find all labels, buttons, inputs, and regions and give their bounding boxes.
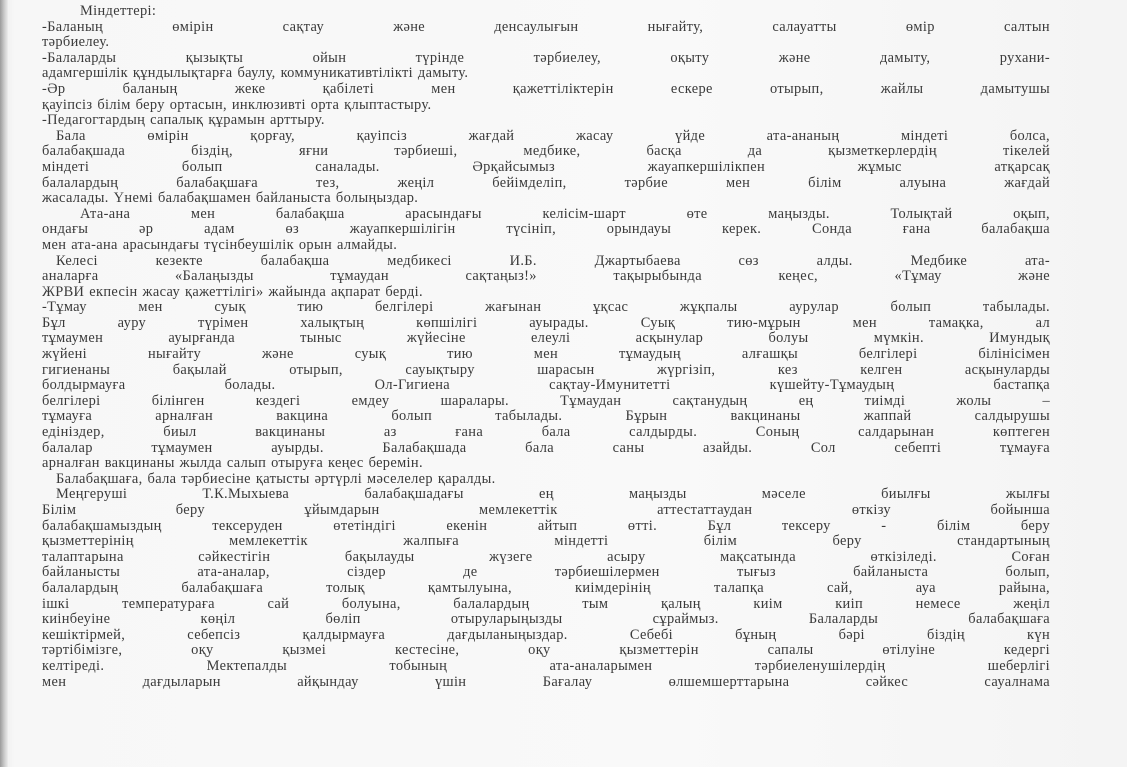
text-line: аналарға «Балаңызды тұмаудан сақтаңыз!» тақырыбында кеңес, «Тұмау және [42,269,1050,285]
text-line: Келесі кезекте балабақша медбикесі И.Б. Джартыбаева сөз алды. Медбике ата- [56,253,1050,269]
page-left-edge-shadow [0,0,8,767]
text-line: ондағы әр адам өз жауапкершілігін түсініп, орындауы керек. Сонда ғана балабақша [42,222,1050,238]
text-line: балабақшада біздің, яғни тәрбиеші, медбике, басқа да қызметкерлердің тікелей [42,144,1050,160]
document-body [42,4,1050,690]
text-line: -Баланың өмірін сақтау және денсаулығын нығайту, салауатты өмір салтын [42,19,1050,35]
text-line: мен дағдыларын айқындау үшін Бағалау өлшемшерттарына сәйкес сауалнама [42,674,1050,690]
text-line: Балабақшаға, бала тәрбиесіне қатысты әртүрлі мәселелер қаралды. [56,471,496,487]
text-line: -Балаларды қызықты ойын түрінде тәрбиелеу, оқыту және дамыту, рухани- [42,50,1050,66]
text-line: арналған вакцинаны жылда салып отыруға кеңес беремін. [42,456,423,472]
text-line: Бұл ауру түрімен халықтың көпшілігі ауырады. Суық тию-мұрын мен тамақка, ал [42,315,1050,331]
text-line: киінбеуіне көңіл бөліп отыруларыңызды сұраймыз. Балаларды балабақшаға [42,612,1050,628]
text-line: болдырмауға болады. Ол-Гигиена сақтау-Имунитетті күшейту-Тұмаудың бастапқа [42,378,1050,394]
text-line: Меңгеруші Т.К.Мыхыева балабақшадағы ең маңызды мәселе биылғы жылғы [56,487,1050,503]
text-line: жүйені нығайту және суық тию мен тұмаудың алғашқы белгілері білінісімен [42,347,1050,363]
text-line: ЖРВИ екпесін жасау қажеттілігі» жайында ақпарат берді. [42,284,423,300]
text-line: балалардың балабақшаға тез, жеңіл бейімделіп, тәрбие мен білім алуына жағдай [42,175,1050,191]
text-line: мен ата-ана арасындағы түсінбеушілік орын алмайды. [42,237,398,253]
text-line: байланысты ата-аналар, сіздер де тәрбиешілермен тығыз байланыста болып, [42,565,1050,581]
text-line: -Әр баланың жеке қабілеті мен қажеттіліктерін ескере отырып, жайлы дамытушы [42,81,1050,97]
text-line: балалар тұмаумен ауырды. Балабақшада бала саны азайды. Сол себепті тұмауға [42,440,1050,456]
text-line: жасалады. Үнемі балабақшамен байланыста болыңыздар. [42,191,419,207]
text-line: Білім беру ұйымдарын мемлекеттік аттестаттаудан өткізу бойынша [42,503,1050,518]
text-line: Бала өмірін қорғау, қауіпсіз жағдай жасау үйде ата-ананың міндеті болса, [56,128,1050,144]
text-line: Ата-ана мен балабақша арасындағы келісім-шарт өте маңызды. Толықтай оқып, [80,206,1050,222]
text-line: талаптарына сәйкестігін бақылауды жүзеге асыру мақсатында өткізіледі. Соған [42,549,1050,565]
text-line: едініздер, биыл вакцинаны аз ғана бала салдырды. Соның салдарынан көптеген [42,425,1050,441]
text-line: балалардың балабақшаға толық қамтылуына, киімдерінің талапқа сай, ауа райына, [42,580,1050,596]
text-line: қауіпсіз білім беру ортасын, инклюзивті орта қлыптастыру. [42,97,432,113]
text-line: ішкі температураға сай болуына, балалардың тым қалың киім киіп немесе жеңіл [42,596,1050,612]
text-line: тұмаумен ауырғанда тыныс жүйесіне елеулі асқынулар болуы мүмкін. Имундық [42,331,1050,347]
text-line: гигиенаны бақылай отырып, сауықтыру шарасын жүргізіп, кез келген асқынуларды [42,362,1050,378]
text-line: міндеті болып саналады. Әрқайсымыз жауапкершілікпен жұмыс атқарсақ [42,159,1050,175]
text-line: -Тұмау мен суық тию белгілері жағынан ұқсас жұқпалы аурулар болып табылады. [42,300,1050,316]
text-line: балабақшамыздың тексеруден өтетіндігі екенін айтып өтті. Бұл тексеру - білім беру [42,518,1050,534]
text-line: -Педагогтардың сапалық құрамын арттыру. [42,113,325,129]
text-line: тәрбиелеу. [42,35,110,51]
text-line: тұмауға арналған вакцина болып табылады. Бұрын вакцинаны жаппай салдырушы [42,409,1050,425]
text-line: қызметтерінің мемлекеттік жалпыға міндетті білім беру стандартының [42,534,1050,550]
text-line: адамгершілік құндылықтарға баулу, коммуникативтілікті дамыту. [42,66,469,82]
text-line: кешіктірмей, себепсіз қалдырмауға дағдыланыңыздар. Себебі бұның бәрі біздің күн [42,627,1050,643]
text-line: белгілері білінген кездегі емдеу шаралары. Тұмаудан сақтанудың ең тиімді жолы – [42,393,1050,409]
text-line: тәртібімізге, оқу қызмеі кестесіне, оқу қызметтерін сапалы өтілуіне кедергі [42,643,1050,659]
text-line: келтіреді. Мектепалды тобының ата-аналарымен тәрбиеленушілердің шеберлігі [42,658,1050,674]
section-heading: Міндеттері: [80,4,157,19]
